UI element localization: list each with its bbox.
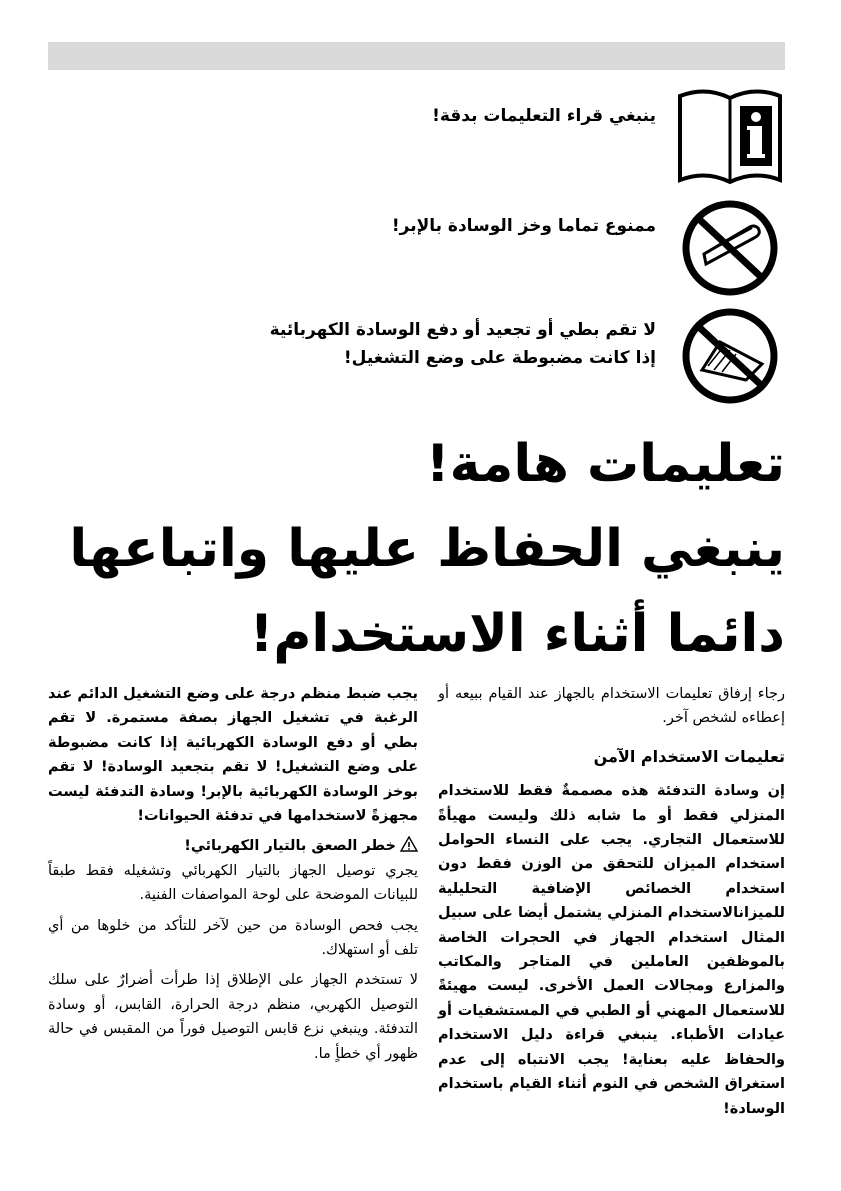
notice-text-line2: إذا كانت مضبوطة على وضع التشغيل! bbox=[343, 348, 656, 368]
electric-shock-warning bbox=[48, 834, 418, 858]
notice-text-line1: لا تقم بطي أو تجعيد أو دفع الوسادة الكهربائية bbox=[269, 320, 656, 340]
connection-paragraph: يجري توصيل الجهاز بالتيار الكهربائي وتشغيله فقط طبقاً للبيانات الموضحة على لوحة المواصفات الفنية. bbox=[48, 862, 418, 904]
safe-use-text: إن وسادة التدفئة هذه مصممةٌ فقط للاستخدام المنزلي فقط أو ما شابه ذلك وليست مهيأةً للاستعمال التجاري. يجب على النساء الحوامل استخدام الميزان للتحقق من الوزن فقط دون استخدام الخصائص الإضافية التحليلية للميزانالاستخدام المنزلي يشتمل أيضا على سبيل المثال استخدام الجهاز في الحجرات الخاصة بالموظفين العاملين في المتاجر والمكاتب والمزارع ومجالات العمل الأخرى. ليست مهيئةً للاستعمال المهني أو الطبي في المستشفيات أو عيادات الأطباء. ينبغي قراءة دليل الاستخدام والحفاظ عليه بعناية! يجب الانتباه إلى عدم استغراق الشخص في النوم أثناء القيام باستخدام الوسادة! bbox=[438, 783, 785, 1117]
notice-no-pins bbox=[0, 198, 841, 308]
notice-text: ممنوع تماما وخز الوسادة بالإبر! bbox=[391, 216, 656, 236]
damage-paragraph: لا تستخدم الجهاز على الإطلاق إذا طرأت أضرارٌ على سلك التوصيل الكهربي، منظم درجة الحرارة، القابس، أو وسادة التدفئة. وينبغي نزع قابس التوصيل فوراً من المقبس في حالة ظهور أي خطأٍ ما. bbox=[48, 972, 418, 1062]
no-folding-icon bbox=[676, 306, 784, 406]
left-column bbox=[48, 682, 418, 1066]
headline-line3: دائما أثناء الاستخدام! bbox=[249, 604, 785, 664]
warning-triangle-icon bbox=[400, 836, 418, 852]
notice-text bbox=[220, 316, 656, 372]
headline-line2: ينبغي الحفاظ عليها واتباعها bbox=[69, 519, 785, 579]
operation-warnings: يجب ضبط منظم درجة على وضع التشغيل الدائم عند الرغبة في تشغيل الجهاز بصفة مستمرة. لا تقم بطي أو دفع الوسادة الكهربائية إذا كانت مضبوطة على وضع التشغيل! لا تقم بتجعيد الوسادة! لا تقم بوخز الوسادة الكهربائية بالإبر! وسادة التدفئة ليست مجهزةً لاستخدامها في تدفئة الحيوانات! bbox=[48, 686, 418, 825]
inspection-paragraph: يجب فحص الوسادة من حين لآخر للتأكد من خلوها من أي تلف أو استهلاك. bbox=[48, 917, 418, 959]
notice-no-folding bbox=[0, 306, 841, 416]
right-column bbox=[438, 682, 785, 1121]
headline-line1: تعليمات هامة! bbox=[425, 434, 785, 494]
intro-paragraph: رجاء إرفاق تعليمات الاستخدام بالجهاز عند القيام ببيعه أو إعطاءه لشخص آخر. bbox=[438, 686, 785, 727]
no-pins-icon bbox=[676, 198, 784, 298]
manual-info-icon bbox=[676, 88, 784, 188]
safe-use-heading: تعليمات الاستخدام الآمن bbox=[593, 746, 785, 766]
notice-read-instructions bbox=[0, 88, 841, 198]
notice-text: ينبغي قراء التعليمات بدقة! bbox=[432, 106, 656, 126]
warning-title: خطر الصعق بالتيار الكهربائي! bbox=[184, 838, 396, 855]
header-bar bbox=[48, 42, 785, 70]
